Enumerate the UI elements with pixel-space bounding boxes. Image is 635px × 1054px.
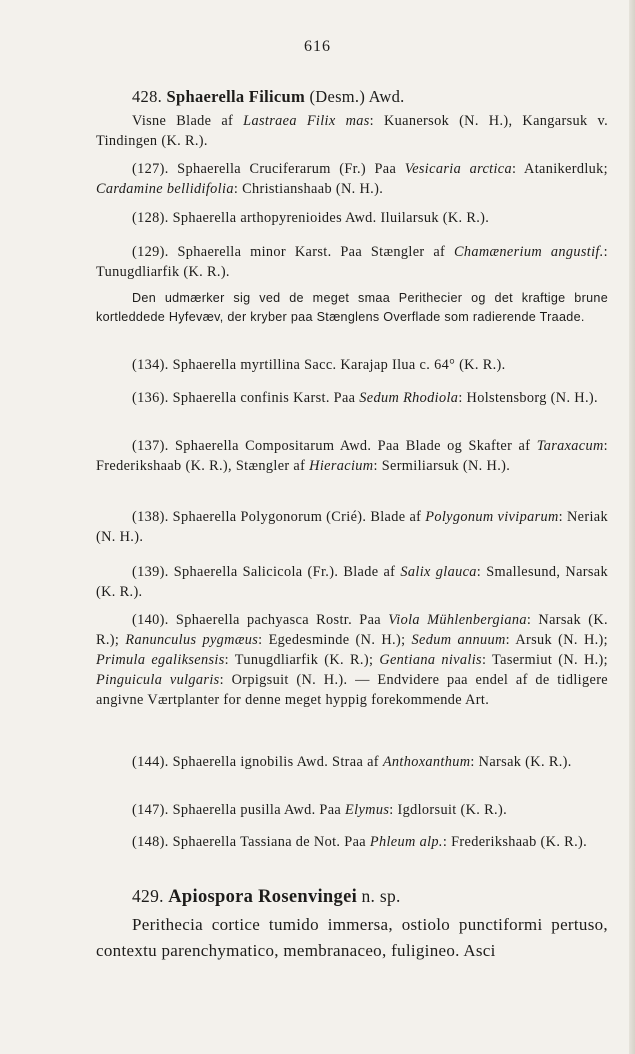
section-428-number: 428. [132,87,163,106]
entry-139: (139). Sphaerella Salicicola (Fr.). Blade af Salix glauca: Smallesund, Narsak (K. R.). [96,564,608,600]
entry-147: (147). Sphaerella pusilla Awd. Paa Elymus: Igdlorsuit (K. R.). [132,802,507,818]
entry-127: (127). Sphaerella Cruciferarum (Fr.) Paa Vesicaria arctica: Atanikerdluk; Cardamine bellidifolia: Christianshaab (N. H.). [96,161,608,197]
section-429-text: Perithecia cortice tumido immersa, ostiolo punctiformi pertuso, contextu parenchymatico, membranaceo, fuligineo. Asci [96,915,608,960]
section-428-authority: (Desm.) Awd. [309,87,405,106]
section-428-text: Visne Blade af Lastraea Filix mas: Kuanersok (N. H.), Kangarsuk v. Tindingen (K. R.). [96,113,608,149]
section-429 [96,885,608,908]
page-edge [629,0,635,1054]
entry-140: (140). Sphaerella pachyasca Rostr. Paa Viola Mühlenbergiana: Narsak (K. R.); Ranunculus pygmæus: Egedesminde (N. H.); Sedum annuum: Arsuk (N. H.); Primula egaliksensis: Tunugdliarfik (K. R.); Gentiana nivalis: Tasermiut (N. H.); Pinguicula vulgaris: Orpigsuit (N. H.). — Endvidere paa endel af de tidligere angivne Værtplanter for denne meget hyppig forekommende Art. [96,612,608,708]
section-429-body [96,912,608,964]
entry-134: (134). Sphaerella myrtillina Sacc. Karajap Ilua c. 64° (K. R.). [132,357,506,373]
section-428-heading [96,86,608,108]
entry-138: (138). Sphaerella Polygonorum (Crié). Blade af Polygonum viviparum: Neriak (N. H.). [96,509,608,545]
section-428-body [96,111,608,151]
section-429-heading [96,885,608,908]
entry-144: (144). Sphaerella ignobilis Awd. Straa af Anthoxanthum: Narsak (K. R.). [132,754,572,770]
section-429-authority: n. sp. [361,886,401,906]
section-429-species: Apiospora Rosenvingei [168,887,358,907]
entry-129: (129). Sphaerella minor Karst. Paa Stængler af Chamænerium angustif.: Tunugdliarfik (K. R.). [96,244,608,280]
section-428 [96,86,608,108]
entry-129-note: Den udmærker sig ved de meget smaa Perithecier og det kraftige brune kortleddede Hyfevæv, der kryber paa Stænglens Overflade som radierende Traade. [96,291,608,324]
section-429-number: 429. [132,886,164,906]
entry-136: (136). Sphaerella confinis Karst. Paa Sedum Rhodiola: Holstensborg (N. H.). [132,390,598,406]
page-number: 616 [304,38,331,55]
entry-137: (137). Sphaerella Compositarum Awd. Paa Blade og Skafter af Taraxacum: Frederikshaab (K. R.), Stængler af Hieracium: Sermiliarsuk (N. H.). [96,438,608,474]
entry-148: (148). Sphaerella Tassiana de Not. Paa Phleum alp.: Frederikshaab (K. R.). [132,834,588,850]
section-428-species: Sphaerella Filicum [166,87,305,106]
entry-128: (128). Sphaerella arthopyrenioides Awd. Iluilarsuk (K. R.). [132,210,490,226]
